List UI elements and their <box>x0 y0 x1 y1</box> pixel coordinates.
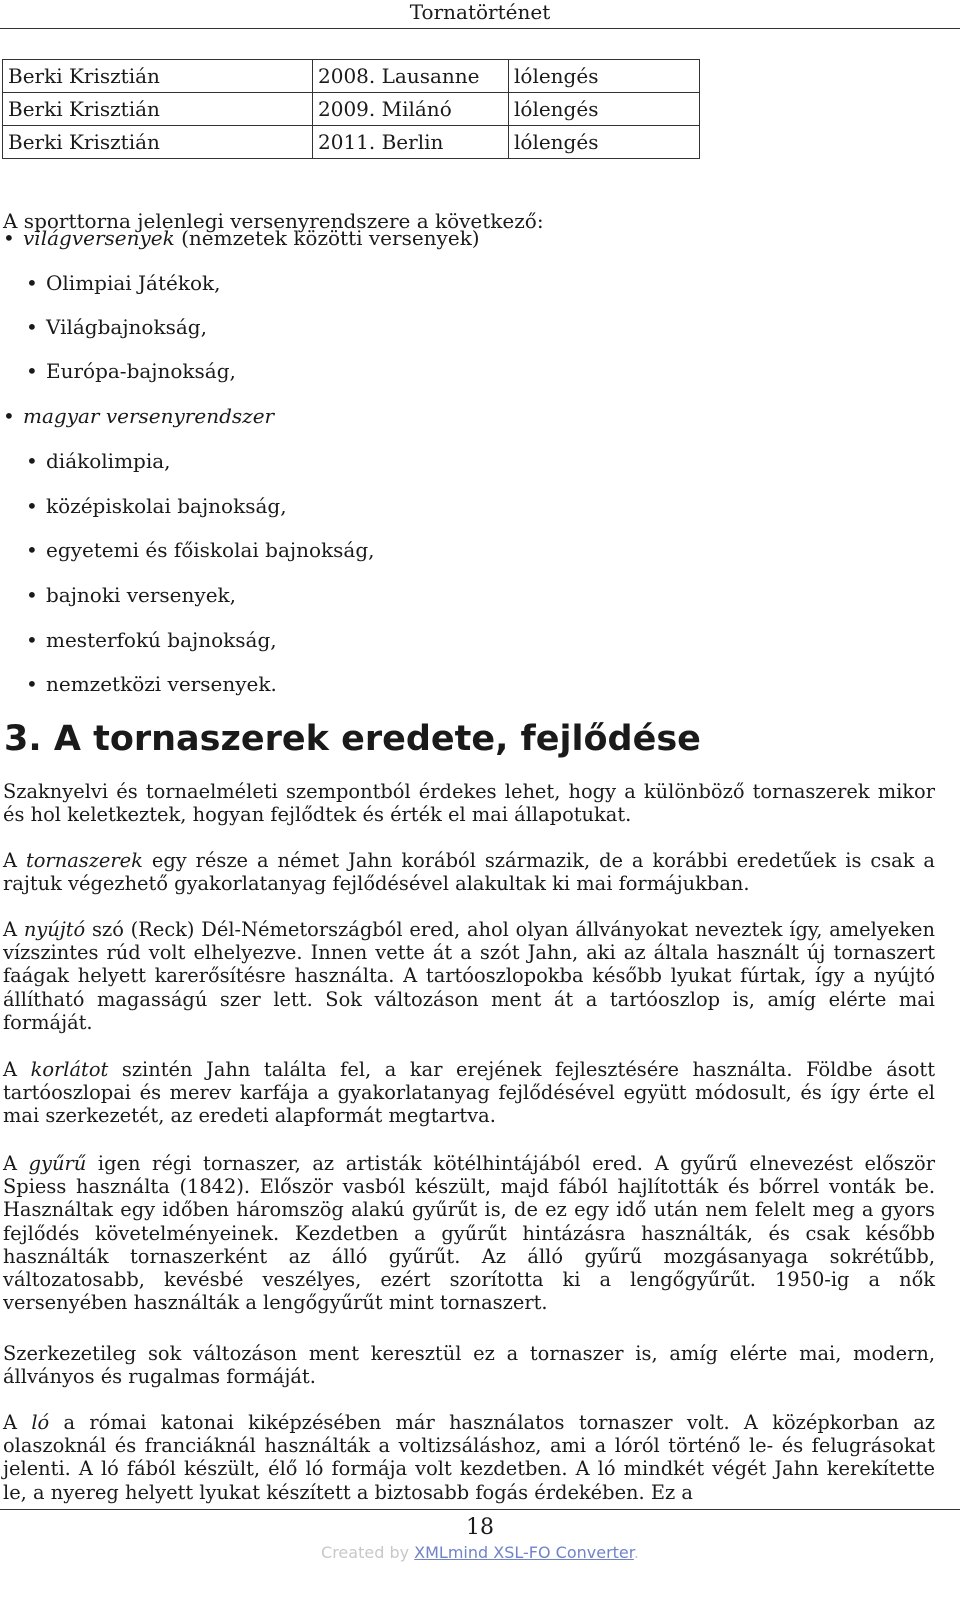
apparatus-cell: lólengés <box>509 126 700 159</box>
paragraph <box>3 849 935 895</box>
table-row <box>3 126 700 159</box>
term: tornaszerek <box>25 849 143 872</box>
credit-prefix: Created by <box>321 1543 415 1562</box>
list-item-label: diákolimpia, <box>46 449 171 473</box>
results-table <box>2 59 700 159</box>
list-item <box>26 449 171 473</box>
paragraph: Szaknyelvi és tornaelméleti szempontból érdekes lehet, hogy a különböző tornaszerek mikor és hol keletkeztek, hogyan fejlődtek és érték el mai állapotukat. <box>3 780 935 827</box>
list-item <box>26 672 277 696</box>
text-run: A <box>3 1411 32 1434</box>
footer-rule <box>0 1509 960 1510</box>
text-run: A <box>3 918 24 941</box>
list-item <box>26 271 220 295</box>
bullet: • <box>26 583 38 607</box>
apparatus-cell: lólengés <box>509 60 700 93</box>
bullet: • <box>26 315 38 339</box>
term: nyújtó <box>23 918 86 941</box>
list-item <box>3 226 480 250</box>
term: gyűrű <box>28 1152 87 1175</box>
paragraph <box>3 1058 935 1128</box>
bullet: • <box>26 449 38 473</box>
bullet: • <box>3 404 15 428</box>
text-run: szó (Reck) Dél-Németországból ered, ahol olyan állványokat neveztek így, amelyeken vízszintes rúd volt elhelyezve. Innen vette át a szót Jahn, aki az általa használt új tornaszert faágak helyett karerősítésre használta. A tartóoszlopokba később lyukat fúrtak, így a nyújtó állítható magasságú szer lett. Sok változáson ment át a tartóoszlop is, amíg elérte mai formáját. <box>3 918 935 1034</box>
list-item-label: Európa-bajnokság, <box>46 359 236 383</box>
list-item <box>26 538 374 562</box>
list-item-label: egyetemi és főiskolai bajnokság, <box>46 538 375 562</box>
list-item <box>26 628 277 652</box>
list-item-label: mesterfokú bajnokság, <box>46 628 277 652</box>
bullet: • <box>26 494 38 518</box>
credit-suffix: . <box>633 1543 639 1562</box>
running-title: Tornatörténet <box>409 0 551 24</box>
section-heading: 3. A tornaszerek eredete, fejlődése <box>4 719 701 759</box>
text-run: a római katonai kiképzésében már használatos tornaszer volt. A középkorban az olaszoknál és franciáknál használták a voltizsáláshoz, ami a lóról történő le- és felugrásokat jelenti. A ló fából készült, élő ló formája volt kezdetben. A ló mindkét végét Jahn kerekítette le, a nyereg helyett lyukat készített a biztosabb fogás érdekében. Ez a <box>3 1411 936 1504</box>
list-item-rest: (nemzetek közötti versenyek) <box>174 226 480 250</box>
text-run: A <box>3 1058 31 1081</box>
athlete-cell: Berki Krisztián <box>3 126 313 159</box>
list-item <box>3 404 274 428</box>
list-item <box>26 494 287 518</box>
generator-credit <box>0 1543 960 1563</box>
list-item-label: Világbajnokság, <box>46 315 207 339</box>
apparatus-cell: lólengés <box>509 93 700 126</box>
intro-text: A sporttorna jelenlegi versenyrendszere a következő: <box>3 209 544 233</box>
credit-link[interactable]: XMLmind XSL-FO Converter <box>414 1543 634 1562</box>
list-term: világversenyek <box>23 226 175 250</box>
bullet: • <box>26 538 38 562</box>
term: ló <box>31 1411 50 1434</box>
event-cell: 2011. Berlin <box>313 126 509 159</box>
event-cell: 2009. Milánó <box>313 93 509 126</box>
table-row <box>3 93 700 126</box>
text-run: A <box>3 849 26 872</box>
list-term: magyar versenyrendszer <box>23 404 275 428</box>
bullet: • <box>3 226 15 250</box>
event-cell: 2008. Lausanne <box>313 60 509 93</box>
bullet: • <box>26 359 38 383</box>
list-item-label: Olimpiai Játékok, <box>46 271 221 295</box>
paragraph <box>3 918 935 1034</box>
text-run: szintén Jahn találta fel, a kar erejének fejlesztésére használta. Földbe ásott tartóoszlopai és merev karfája a gyakorlatanyag fejlődésével együtt módosult, és így érte el mai szerkezetét, az eredeti alapformát megtartva. <box>3 1058 935 1128</box>
list-item-label: nemzetközi versenyek. <box>46 672 277 696</box>
list-item <box>26 359 236 383</box>
page-number: 18 <box>466 1515 494 1540</box>
text-run: A <box>3 1152 29 1175</box>
text-run: egy része a német Jahn korából származik, de a korábbi eredetűek is csak a rajtuk végezhető gyakorlatanyag fejlődésével alakultak ki mai formájukban. <box>3 849 935 896</box>
term: korlátot <box>30 1058 109 1081</box>
bullet: • <box>26 672 38 696</box>
athlete-cell: Berki Krisztián <box>3 60 313 93</box>
paragraph <box>3 1411 935 1504</box>
list-item <box>26 583 236 607</box>
table-row <box>3 60 700 93</box>
text-run: igen régi tornaszer, az artisták kötélhintájából ered. A gyűrű elnevezést először Spiess használta (1842). Először vasból készült, majd fából hajlították és bőrrel vonták be. Használtak egy időben háromszög alakú gyűrűt is, de ez egy idő után nem felelt meg a gyors fejlődés követelményeinek. Kezdetben a gyűrűt hintázásra használták, és csak később használták tornaszerként az álló gyűrűt. Az álló gyűrű mozgásanyaga sokrétűbb, változatosabb, kevésbé veszélyes, ezért szorította ki a lengőgyűrűt. 1950-ig a nők versenyében használták a lengőgyűrűt mint tornaszert. <box>3 1152 935 1315</box>
list-item-label: bajnoki versenyek, <box>46 583 237 607</box>
list-item-label: középiskolai bajnokság, <box>46 494 287 518</box>
bullet: • <box>26 271 38 295</box>
header-rule <box>0 28 960 29</box>
paragraph: Szerkezetileg sok változáson ment keresztül ez a tornaszer is, amíg elérte mai, modern, állványos és rugalmas formáját. <box>3 1342 935 1389</box>
bullet: • <box>26 628 38 652</box>
paragraph <box>3 1152 935 1314</box>
athlete-cell: Berki Krisztián <box>3 93 313 126</box>
list-item <box>26 315 207 339</box>
